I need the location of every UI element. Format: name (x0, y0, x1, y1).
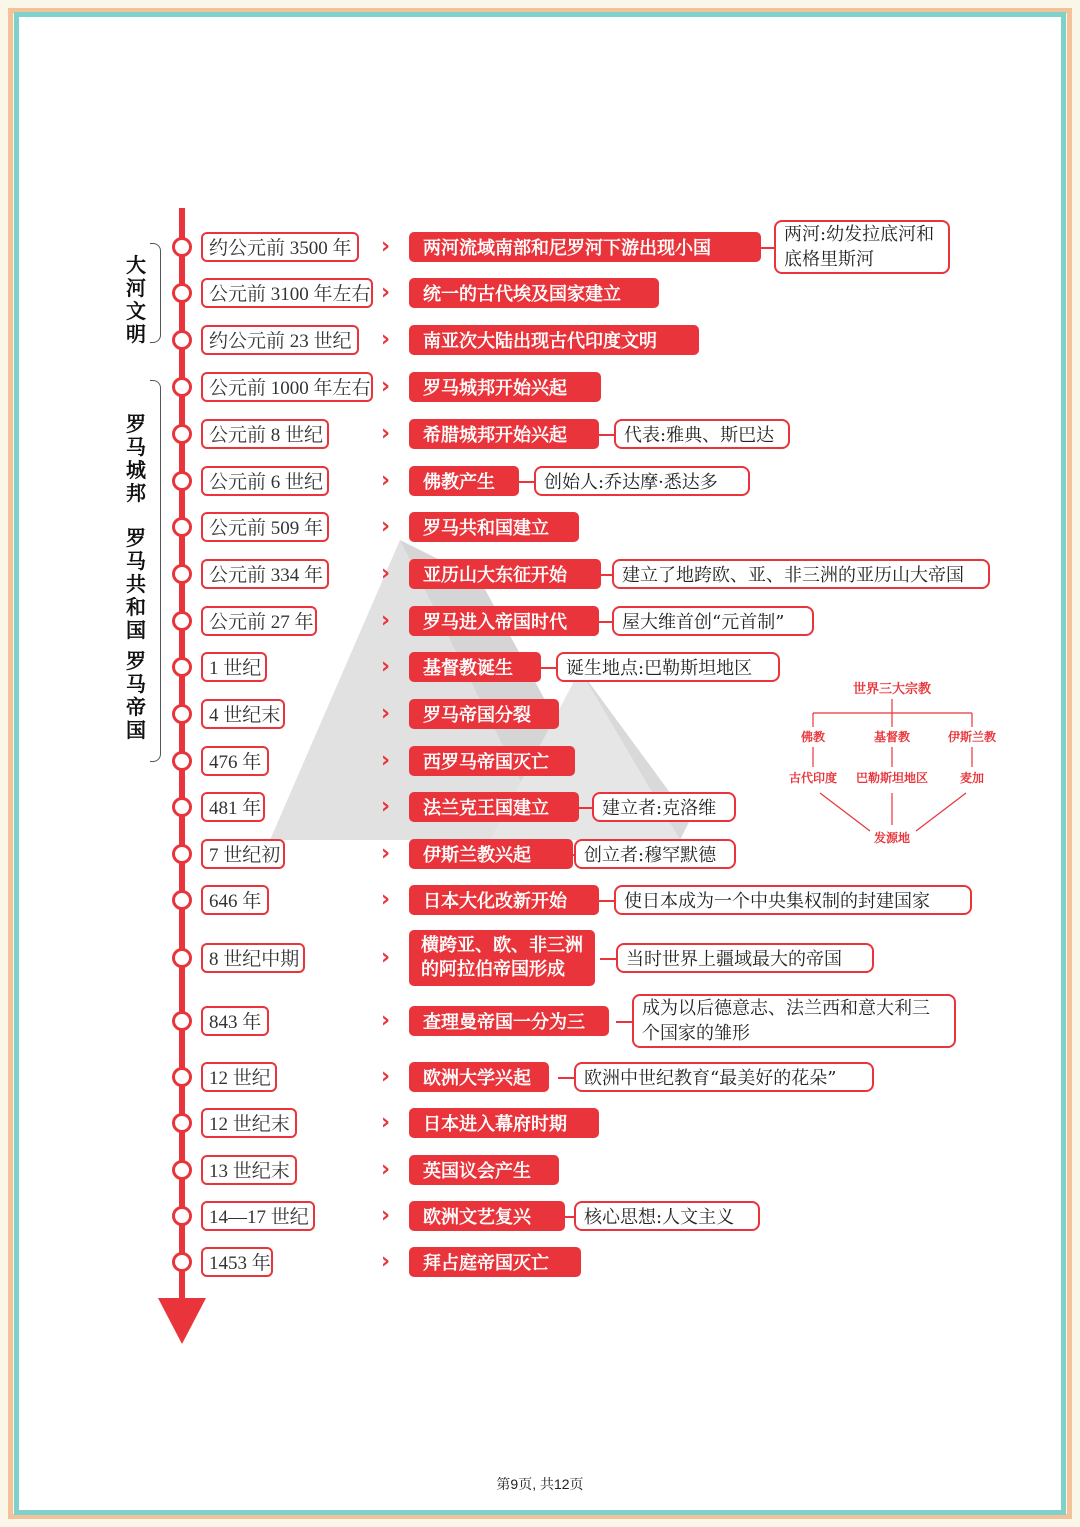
timeline-event: 欧洲大学兴起 (409, 1062, 549, 1092)
religion-place: 麦加 (959, 771, 985, 785)
chevron-right-icon: › (381, 1008, 391, 1033)
timeline-date: 公元前 1000 年左右 (201, 372, 373, 402)
religion-diagram (780, 675, 1010, 855)
timeline-node (172, 471, 192, 491)
timeline-node (172, 704, 192, 724)
timeline-note: 创始人:乔达摩·悉达多 (534, 466, 750, 496)
timeline-event: 查理曼帝国一分为三 (409, 1006, 609, 1036)
period-label-roman-republic: 罗马共和国 (126, 526, 146, 642)
timeline-node (172, 517, 192, 537)
timeline-node (172, 611, 192, 631)
religion-place: 巴勒斯坦地区 (855, 771, 929, 785)
timeline-note: 使日本成为一个中央集权制的封建国家 (614, 885, 972, 915)
timeline-event: 日本大化改新开始 (409, 885, 599, 915)
timeline-node (172, 237, 192, 257)
chevron-right-icon: › (381, 421, 391, 446)
timeline-event: 英国议会产生 (409, 1155, 559, 1185)
timeline-event: 罗马帝国分裂 (409, 699, 559, 729)
timeline-arrowhead (158, 1298, 206, 1344)
timeline-event: 拜占庭帝国灭亡 (409, 1247, 581, 1277)
chevron-right-icon: › (381, 701, 391, 726)
timeline-node (172, 424, 192, 444)
timeline-date: 1453 年 (201, 1247, 273, 1277)
timeline-date: 13 世纪末 (201, 1155, 297, 1185)
timeline-event: 罗马城邦开始兴起 (409, 372, 601, 402)
timeline-date: 公元前 334 年 (201, 559, 329, 589)
timeline-date: 公元前 3100 年左右 (201, 278, 373, 308)
timeline-note: 建立了地跨欧、亚、非三洲的亚历山大帝国 (612, 559, 990, 589)
timeline-node (172, 844, 192, 864)
religion-title: 世界三大宗教 (852, 682, 932, 697)
timeline-note: 两河:幼发拉底河和底格里斯河 (774, 220, 950, 274)
religion-origin-label: 发源地 (873, 831, 911, 845)
timeline-date: 公元前 27 年 (201, 606, 317, 636)
religion-name: 基督教 (873, 730, 911, 744)
timeline-event: 罗马共和国建立 (409, 512, 579, 542)
chevron-right-icon: › (381, 841, 391, 866)
chevron-right-icon: › (381, 561, 391, 586)
timeline-date: 476 年 (201, 746, 269, 776)
timeline-note: 屋大维首创“元首制” (612, 606, 814, 636)
timeline-node (172, 1252, 192, 1272)
timeline-event: 南亚次大陆出现古代印度文明 (409, 325, 699, 355)
chevron-right-icon: › (381, 374, 391, 399)
timeline-node (172, 1067, 192, 1087)
timeline-node (172, 1011, 192, 1031)
chevron-right-icon: › (381, 1110, 391, 1135)
timeline-node (172, 377, 192, 397)
timeline-event: 亚历山大东征开始 (409, 559, 601, 589)
timeline-date: 8 世纪中期 (201, 943, 305, 973)
period-brace (150, 243, 161, 343)
chevron-right-icon: › (381, 794, 391, 819)
timeline-date: 约公元前 3500 年 (201, 232, 359, 262)
timeline-node (172, 797, 192, 817)
timeline-date: 481 年 (201, 792, 265, 822)
timeline-date: 公元前 6 世纪 (201, 466, 329, 496)
chevron-right-icon: › (381, 608, 391, 633)
chevron-right-icon: › (381, 327, 391, 352)
chevron-right-icon: › (381, 887, 391, 912)
timeline-note: 创立者:穆罕默德 (574, 839, 736, 869)
timeline-event: 佛教产生 (409, 466, 519, 496)
timeline-node (172, 564, 192, 584)
timeline-event: 日本进入幕府时期 (409, 1108, 599, 1138)
timeline-date: 公元前 509 年 (201, 512, 329, 542)
timeline-note: 代表:雅典、斯巴达 (614, 419, 790, 449)
timeline-node (172, 948, 192, 968)
timeline-note: 欧洲中世纪教育“最美好的花朵” (574, 1062, 874, 1092)
religion-name: 伊斯兰教 (947, 730, 997, 744)
timeline-date: 843 年 (201, 1006, 269, 1036)
timeline-node (172, 1113, 192, 1133)
period-brace (150, 380, 161, 762)
page-number: 第9页, 共12页 (496, 1476, 584, 1492)
timeline-date: 公元前 8 世纪 (201, 419, 329, 449)
chevron-right-icon: › (381, 1157, 391, 1182)
timeline-date: 1 世纪 (201, 652, 267, 682)
chevron-right-icon: › (381, 1249, 391, 1274)
timeline-event: 法兰克王国建立 (409, 792, 579, 822)
chevron-right-icon: › (381, 234, 391, 259)
timeline-event: 伊斯兰教兴起 (409, 839, 573, 869)
timeline-note: 成为以后德意志、法兰西和意大利三个国家的雏形 (632, 994, 956, 1048)
period-label-roman-empire: 罗马帝国 (126, 649, 146, 742)
timeline-node (172, 751, 192, 771)
chevron-right-icon: › (381, 280, 391, 305)
timeline-event: 两河流域南部和尼罗河下游出现小国 (409, 232, 761, 262)
timeline-date: 7 世纪初 (201, 839, 285, 869)
timeline-note: 诞生地点:巴勒斯坦地区 (556, 652, 780, 682)
chevron-right-icon: › (381, 1064, 391, 1089)
timeline-event: 西罗马帝国灭亡 (409, 746, 575, 776)
timeline-node (172, 1160, 192, 1180)
timeline-date: 646 年 (201, 885, 269, 915)
timeline-event: 罗马进入帝国时代 (409, 606, 599, 636)
chevron-right-icon: › (381, 945, 391, 970)
chevron-right-icon: › (381, 514, 391, 539)
timeline-note: 核心思想:人文主义 (574, 1201, 760, 1231)
timeline-node (172, 657, 192, 677)
timeline-date: 12 世纪 (201, 1062, 277, 1092)
timeline-node (172, 283, 192, 303)
timeline-node (172, 890, 192, 910)
timeline-date: 14—17 世纪 (201, 1201, 315, 1231)
timeline-date: 12 世纪末 (201, 1108, 297, 1138)
timeline-event: 基督教诞生 (409, 652, 541, 682)
timeline-node (172, 1206, 192, 1226)
religion-place: 古代印度 (788, 771, 838, 785)
timeline-note: 建立者:克洛维 (592, 792, 736, 822)
timeline-event: 统一的古代埃及国家建立 (409, 278, 659, 308)
religion-name: 佛教 (800, 730, 826, 744)
timeline-node (172, 330, 192, 350)
chevron-right-icon: › (381, 468, 391, 493)
chevron-right-icon: › (381, 748, 391, 773)
timeline-date: 约公元前 23 世纪 (201, 325, 359, 355)
period-label-river-civilization: 大河文明 (126, 253, 146, 346)
timeline-note: 当时世界上疆域最大的帝国 (616, 943, 874, 973)
timeline-date: 4 世纪末 (201, 699, 285, 729)
timeline-event: 欧洲文艺复兴 (409, 1201, 565, 1231)
chevron-right-icon: › (381, 1203, 391, 1228)
period-label-roman-city-state: 罗马城邦 (126, 412, 146, 505)
timeline-event: 希腊城邦开始兴起 (409, 419, 599, 449)
timeline-event: 横跨亚、欧、非三洲的阿拉伯帝国形成 (409, 930, 595, 986)
chevron-right-icon: › (381, 654, 391, 679)
